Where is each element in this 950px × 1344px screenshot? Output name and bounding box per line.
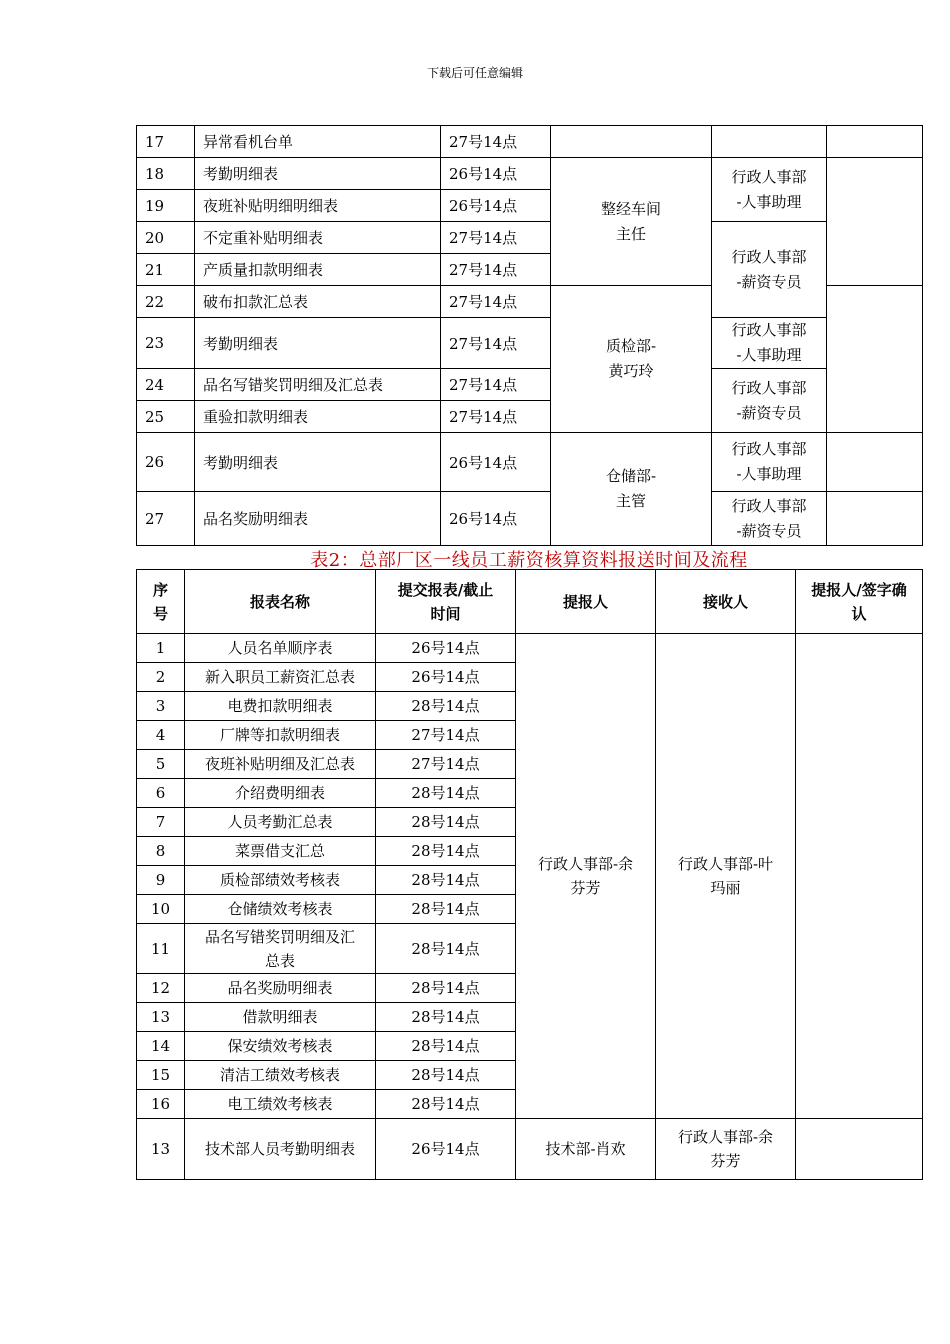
report-name: 异常看机台单 [195, 126, 441, 158]
group-receiver [656, 634, 796, 1119]
row-number: 18 [137, 158, 195, 190]
deadline: 27号14点 [441, 286, 551, 318]
confirm-cell [827, 126, 923, 158]
row-number: 15 [137, 1061, 185, 1090]
table-row [137, 1119, 923, 1180]
row-number: 26 [137, 433, 195, 492]
report-name-line: 总表 [264, 951, 295, 970]
receiver-line: 芬芳 [710, 1152, 741, 1170]
table-row [137, 369, 923, 401]
submitter-line: 黄巧玲 [608, 362, 654, 380]
report-name: 夜班补贴明细及汇总表 [185, 750, 376, 779]
confirm-cell [796, 634, 923, 1119]
row-number: 16 [137, 1090, 185, 1119]
deadline: 28号14点 [376, 924, 516, 974]
report-schedule-table-2 [136, 569, 923, 1180]
deadline: 26号14点 [376, 663, 516, 692]
submitter-line: 行政人事部-余 [537, 855, 634, 873]
report-name: 考勤明细表 [195, 433, 441, 492]
report-name: 菜票借支汇总 [185, 837, 376, 866]
deadline: 28号14点 [376, 974, 516, 1003]
header-line: 提报人/签字确 [811, 580, 907, 599]
deadline: 28号14点 [376, 692, 516, 721]
deadline: 28号14点 [376, 779, 516, 808]
deadline: 26号14点 [441, 190, 551, 222]
submitter-line: 主管 [615, 492, 646, 510]
deadline: 26号14点 [376, 1119, 516, 1180]
report-name: 品名奖励明细表 [195, 492, 441, 546]
report-name: 品名奖励明细表 [185, 974, 376, 1003]
deadline: 27号14点 [441, 222, 551, 254]
confirm-cell [827, 433, 923, 492]
report-name: 技术部人员考勤明细表 [185, 1119, 376, 1180]
receiver-payroll [712, 369, 827, 433]
row-number: 20 [137, 222, 195, 254]
receiver-hr-assistant [712, 433, 827, 492]
row-number: 5 [137, 750, 185, 779]
confirm-cell [827, 286, 923, 433]
deadline: 27号14点 [376, 721, 516, 750]
table-row [137, 126, 923, 158]
row-number: 3 [137, 692, 185, 721]
receiver-hr-assistant [712, 318, 827, 369]
report-name: 清洁工绩效考核表 [185, 1061, 376, 1090]
row-number: 27 [137, 492, 195, 546]
submitter-cell: 技术部-肖欢 [516, 1119, 656, 1180]
deadline: 28号14点 [376, 1090, 516, 1119]
header-confirm [796, 570, 923, 634]
submitter-line: 整经车间 [600, 199, 661, 218]
row-number: 1 [137, 634, 185, 663]
header-time [376, 570, 516, 634]
header-line: 时间 [430, 604, 461, 623]
row-number: 6 [137, 779, 185, 808]
header-note: 下载后可任意编辑 [426, 66, 523, 80]
submitter-qc [551, 286, 712, 433]
receiver-payroll [712, 492, 827, 546]
report-schedule-table-1 [136, 125, 923, 546]
deadline: 28号14点 [376, 1003, 516, 1032]
row-number: 17 [137, 126, 195, 158]
submitter-cell [551, 126, 712, 158]
report-name: 质检部绩效考核表 [185, 866, 376, 895]
receiver-line: -人事助理 [736, 346, 802, 364]
report-name: 考勤明细表 [195, 158, 441, 190]
report-name: 厂牌等扣款明细表 [185, 721, 376, 750]
deadline: 27号14点 [441, 318, 551, 369]
receiver-line: -薪资专员 [736, 521, 802, 540]
row-number: 12 [137, 974, 185, 1003]
deadline: 27号14点 [441, 369, 551, 401]
header-receiver: 接收人 [656, 570, 796, 634]
receiver-line: 行政人事部 [731, 378, 807, 397]
row-number: 9 [137, 866, 185, 895]
receiver-line: 行政人事部 [731, 247, 807, 266]
row-number: 2 [137, 663, 185, 692]
deadline: 28号14点 [376, 808, 516, 837]
row-number: 25 [137, 401, 195, 433]
deadline: 28号14点 [376, 1032, 516, 1061]
header-row [137, 570, 923, 634]
table-row [137, 634, 923, 663]
submitter-warping [551, 158, 712, 286]
table-2-title: 表2：总部厂区一线员工薪资核算资料报送时间及流程 [310, 550, 748, 571]
deadline: 28号14点 [376, 837, 516, 866]
row-number: 19 [137, 190, 195, 222]
deadline: 27号14点 [441, 401, 551, 433]
report-name: 电工绩效考核表 [185, 1090, 376, 1119]
submitter-storage [551, 433, 712, 546]
report-name: 品名写错奖罚明细及汇总表 [195, 369, 441, 401]
table-row [137, 492, 923, 546]
receiver-line: 玛丽 [710, 879, 741, 897]
deadline: 28号14点 [376, 866, 516, 895]
deadline: 27号14点 [376, 750, 516, 779]
report-name: 夜班补贴明细明细表 [195, 190, 441, 222]
deadline: 27号14点 [441, 126, 551, 158]
receiver-cell [712, 126, 827, 158]
confirm-cell [796, 1119, 923, 1180]
row-number: 4 [137, 721, 185, 750]
confirm-cell [827, 492, 923, 546]
report-name: 介绍费明细表 [185, 779, 376, 808]
row-number: 14 [137, 1032, 185, 1061]
deadline: 26号14点 [376, 634, 516, 663]
report-name: 电费扣款明细表 [185, 692, 376, 721]
deadline: 28号14点 [376, 895, 516, 924]
row-number: 13 [137, 1119, 185, 1180]
report-name: 不定重补贴明细表 [195, 222, 441, 254]
table-row [137, 222, 923, 254]
header-line: 提交报表/截止 [397, 580, 494, 599]
report-name: 人员名单顺序表 [185, 634, 376, 663]
header-name: 报表名称 [185, 570, 376, 634]
report-name: 重验扣款明细表 [195, 401, 441, 433]
deadline: 28号14点 [376, 1061, 516, 1090]
report-name: 保安绩效考核表 [185, 1032, 376, 1061]
header-no [137, 570, 185, 634]
deadline: 27号14点 [441, 254, 551, 286]
row-number: 22 [137, 286, 195, 318]
report-name: 破布扣款汇总表 [195, 286, 441, 318]
row-number: 10 [137, 895, 185, 924]
confirm-cell [827, 158, 923, 286]
receiver-line: 行政人事部-余 [677, 1128, 774, 1146]
receiver-payroll [712, 222, 827, 318]
receiver-line: -人事助理 [736, 465, 802, 483]
report-name: 仓储绩效考核表 [185, 895, 376, 924]
receiver-hr-assistant [712, 158, 827, 222]
table-row [137, 318, 923, 369]
group-submitter [516, 634, 656, 1119]
receiver-line: -薪资专员 [736, 403, 802, 422]
report-name: 人员考勤汇总表 [185, 808, 376, 837]
report-name [185, 924, 376, 974]
deadline: 26号14点 [441, 158, 551, 190]
header-line: 认 [851, 604, 867, 623]
report-name: 借款明细表 [185, 1003, 376, 1032]
submitter-line: 主任 [615, 224, 646, 243]
submitter-line: 芬芳 [570, 879, 601, 897]
row-number: 23 [137, 318, 195, 369]
header-line: 号 [152, 604, 168, 623]
receiver-line: -薪资专员 [736, 272, 802, 291]
report-name: 新入职员工薪资汇总表 [185, 663, 376, 692]
receiver-line: 行政人事部 [731, 321, 807, 339]
submitter-line: 仓储部- [605, 467, 657, 485]
row-number: 24 [137, 369, 195, 401]
report-name-line: 品名写错奖罚明细及汇 [204, 927, 355, 946]
report-name: 考勤明细表 [195, 318, 441, 369]
receiver-line: 行政人事部 [731, 440, 807, 458]
receiver-line: 行政人事部 [731, 167, 807, 186]
table-row [137, 433, 923, 492]
row-number: 8 [137, 837, 185, 866]
row-number: 11 [137, 924, 185, 974]
submitter-line: 质检部- [605, 337, 657, 355]
row-number: 21 [137, 254, 195, 286]
receiver-line: -人事助理 [736, 192, 802, 211]
receiver-line: 行政人事部 [731, 496, 807, 515]
deadline: 26号14点 [441, 492, 551, 546]
row-number: 7 [137, 808, 185, 837]
receiver-line: 行政人事部-叶 [677, 855, 774, 873]
row-number: 13 [137, 1003, 185, 1032]
header-submitter: 提报人 [516, 570, 656, 634]
table-row [137, 158, 923, 190]
deadline: 26号14点 [441, 433, 551, 492]
header-line: 序 [152, 580, 168, 599]
report-name: 产质量扣款明细表 [195, 254, 441, 286]
receiver-cell [656, 1119, 796, 1180]
